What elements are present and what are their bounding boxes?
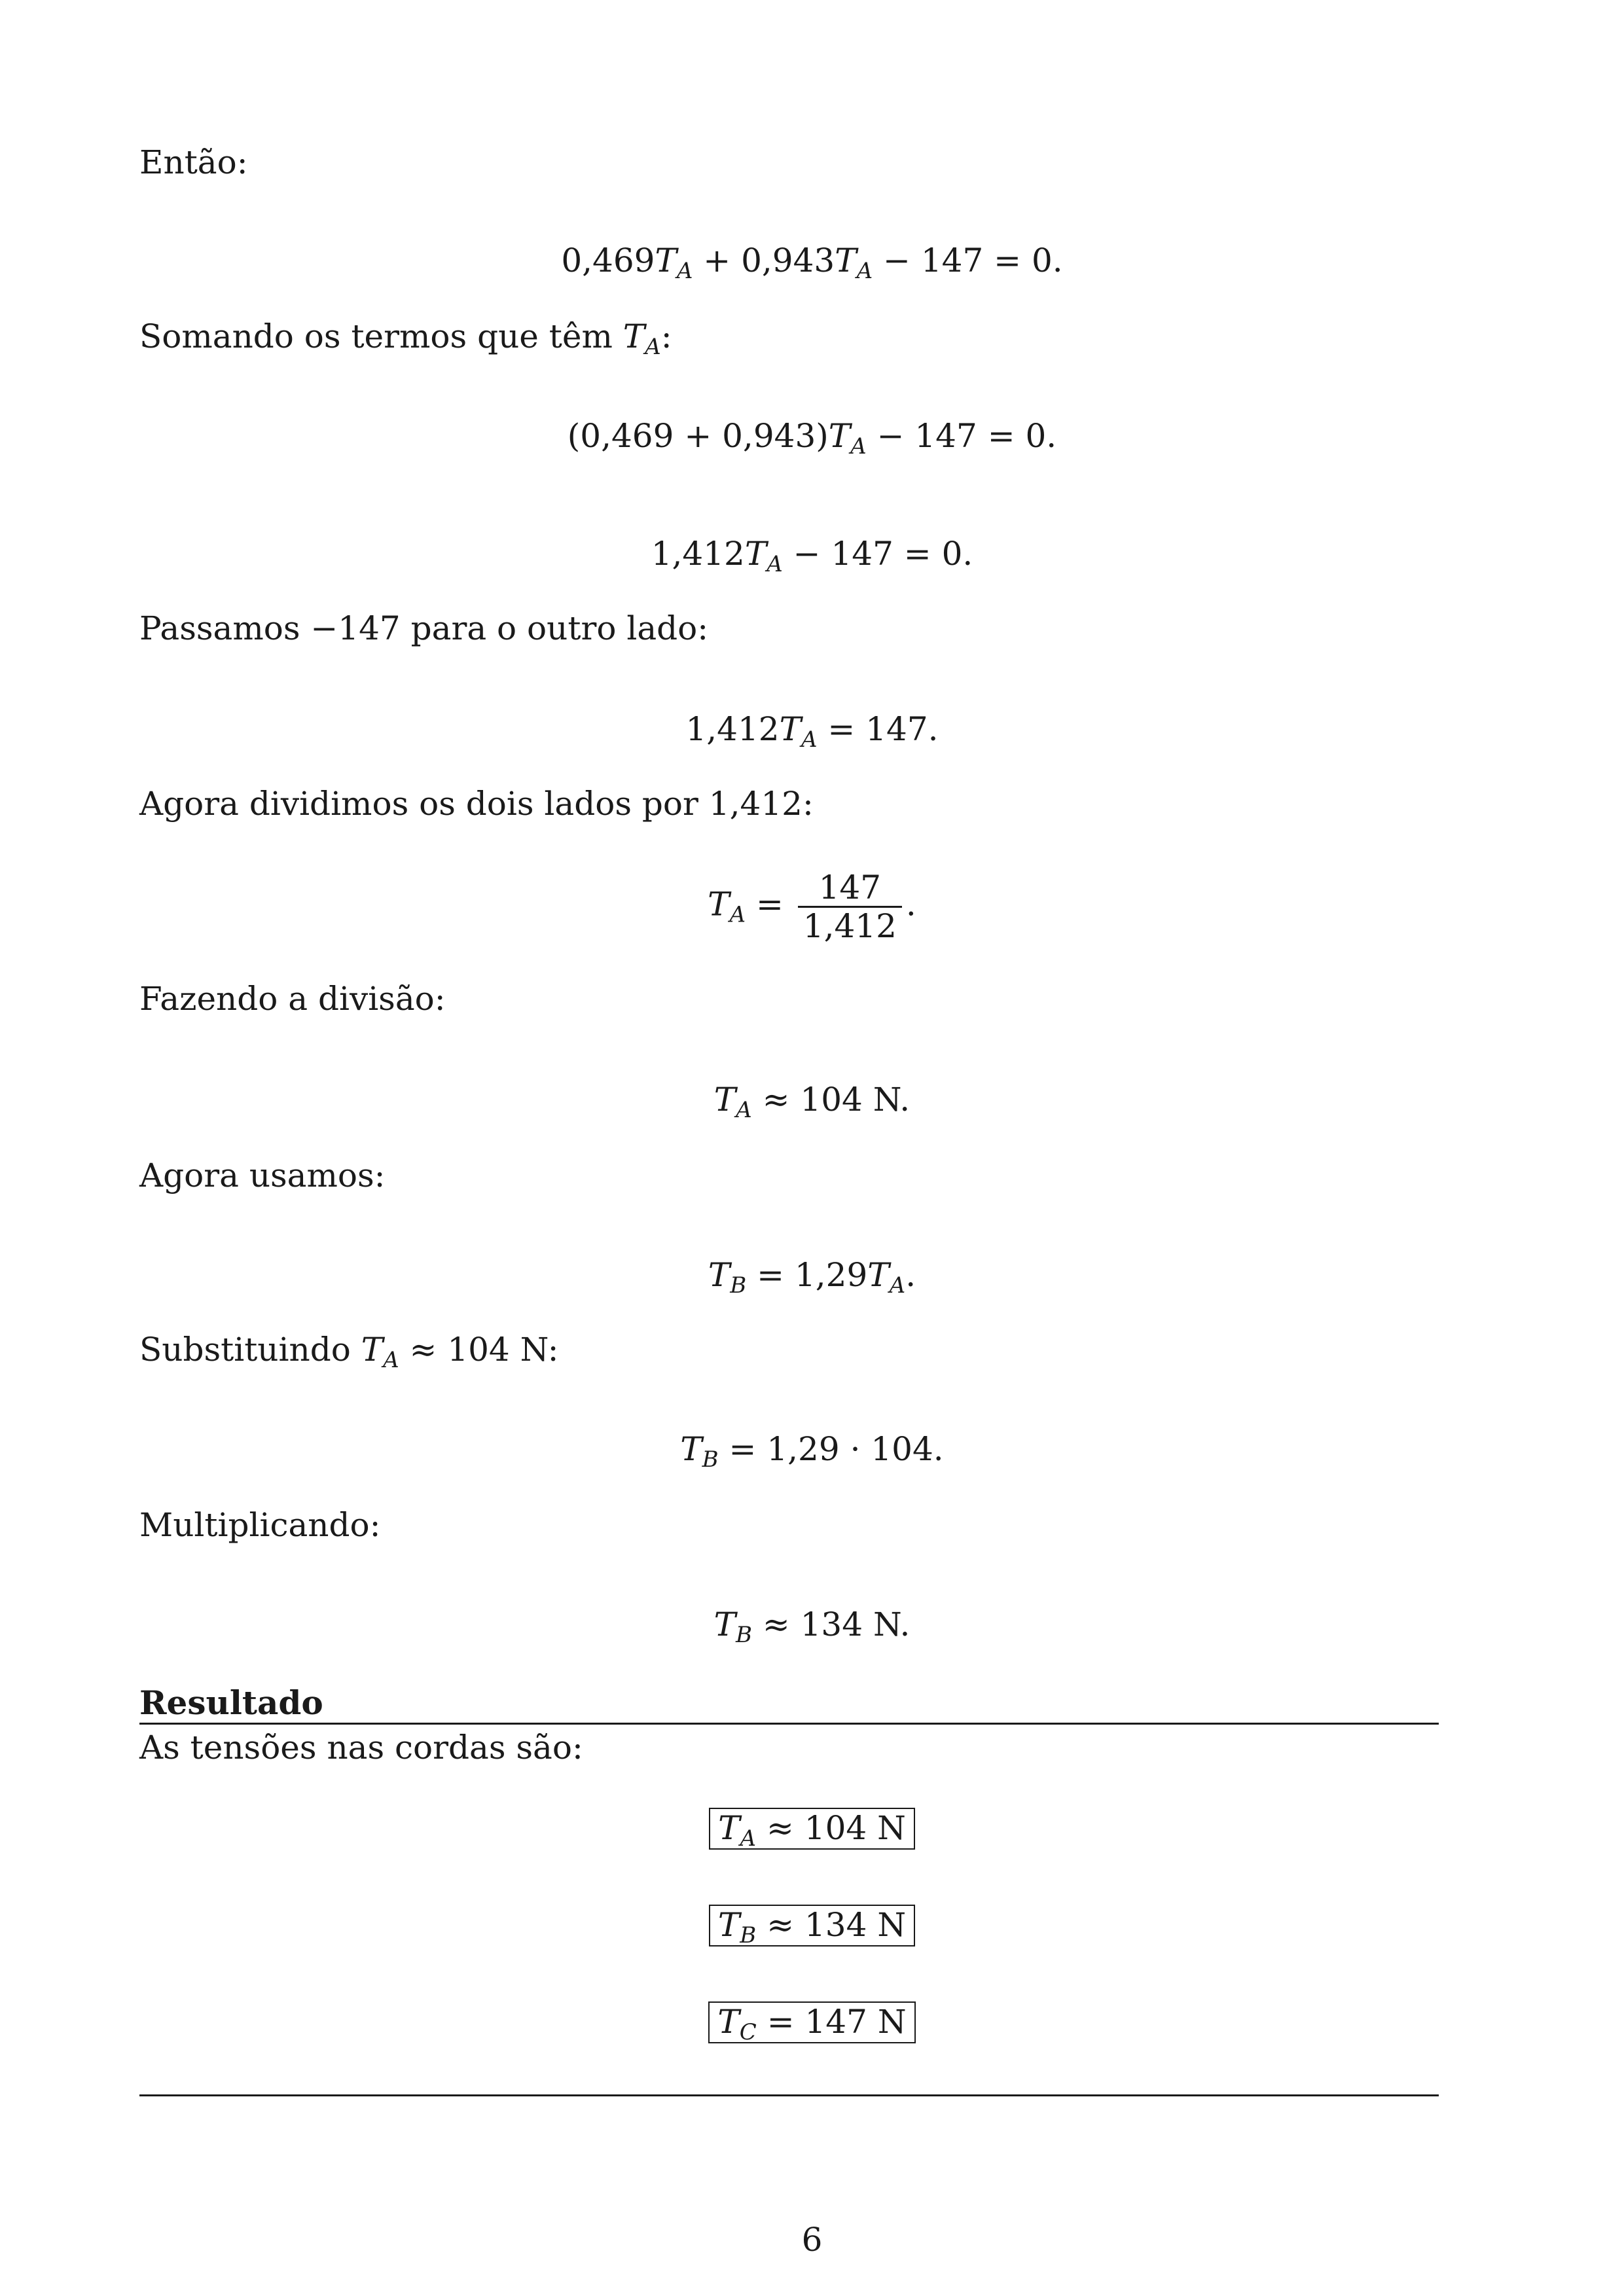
- text-as-tensoes: As tensões nas cordas são:: [139, 1729, 583, 1767]
- bottom-rule: [139, 2094, 1439, 2096]
- equation-7: $T_B = 1,29T_A$.: [708, 1256, 916, 1299]
- boxed-result-tc: $T_C = 147$ N: [0, 2001, 1624, 2043]
- text-entao: Então:: [139, 143, 248, 181]
- page-number: 6: [801, 2221, 823, 2259]
- fraction: [798, 869, 902, 944]
- equation-3: $1,412T_A - 147 = 0$.: [651, 535, 973, 577]
- boxed-result-ta: $T_A \approx 104$ N: [0, 1808, 1624, 1850]
- text-fazendo: Fazendo a divisão:: [139, 980, 446, 1018]
- equation-9: $T_B \approx 134$ N.: [713, 1605, 911, 1648]
- text-agora-usamos: Agora usamos:: [139, 1157, 386, 1194]
- equation-2: $(0,469 + 0,943)T_A - 147 = 0$.: [567, 417, 1057, 459]
- equation-4: $1,412T_A = 147$.: [685, 710, 939, 753]
- text-passamos: Passamos −147 para o outro lado:: [139, 609, 709, 647]
- equation-6: $T_A \approx 104$ N.: [713, 1081, 911, 1123]
- text-somando: Somando os termos que têm $T_A$:: [139, 317, 672, 360]
- text-agora-dividimos: Agora dividimos os dois lados por 1,412:: [139, 785, 814, 823]
- section-heading-resultado: Resultado: [139, 1683, 323, 1722]
- text-multiplicando: Multiplicando:: [139, 1506, 381, 1544]
- equation-8: $T_B = 1,29 \cdot 104$.: [680, 1430, 944, 1473]
- text-substituindo: Substituindo $T_A \approx 104$ N:: [139, 1331, 559, 1373]
- fraction-denominator: 1,412: [798, 906, 902, 944]
- heading-rule: [139, 1723, 1439, 1725]
- equation-1: $0,469T_A + 0,943T_A - 147 = 0$.: [561, 242, 1063, 284]
- fraction-numerator: 147: [818, 869, 882, 906]
- boxed-result-tb: $T_B \approx 134$ N: [0, 1905, 1624, 1946]
- equation-5: $T_A$ = $\frac{147}{1,412}$ .: [708, 869, 916, 945]
